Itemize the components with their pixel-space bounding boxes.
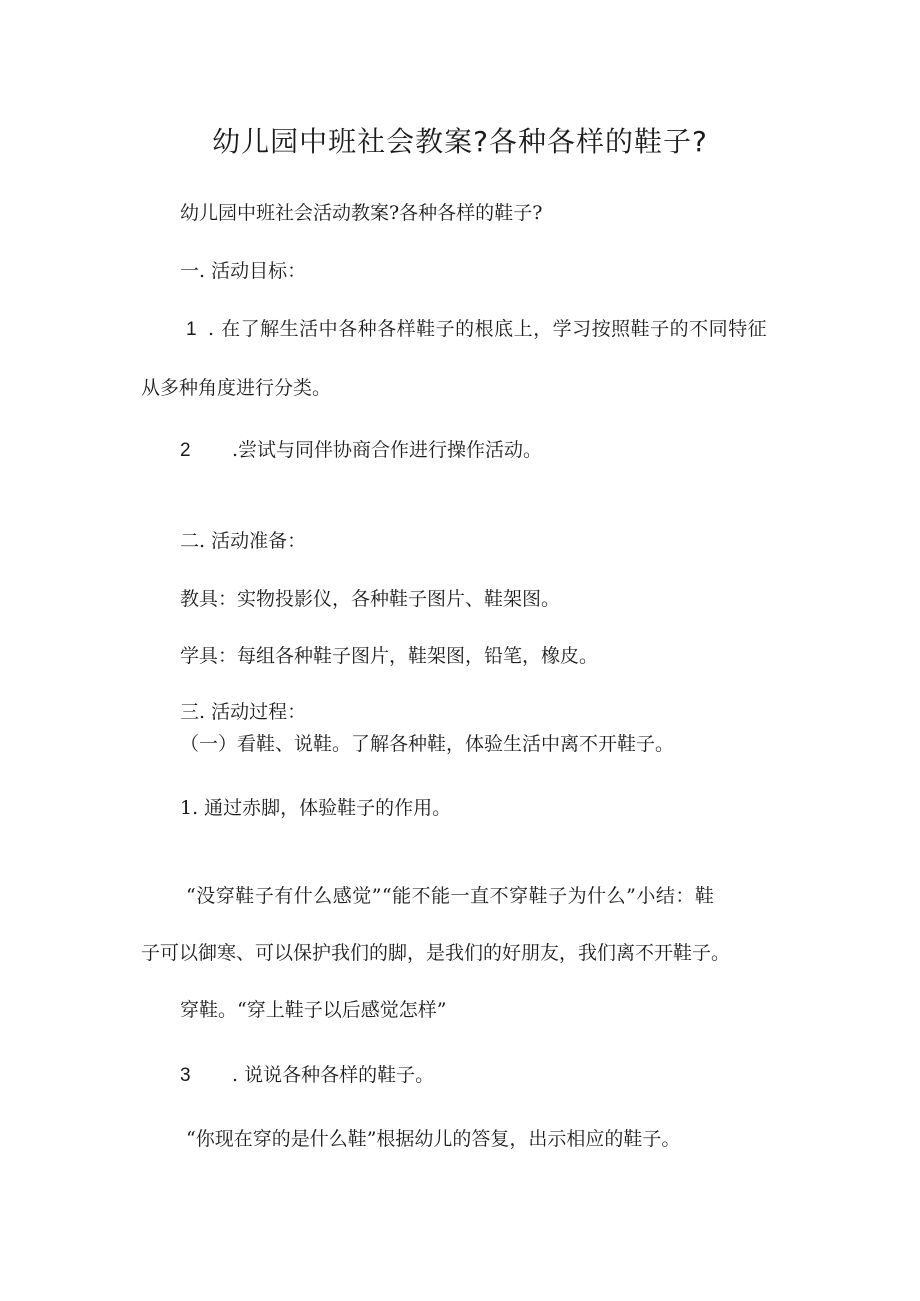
teacher-tools: 教具：实物投影仪，各种鞋子图片、鞋架图。 — [180, 588, 561, 610]
quote-paragraph-1-continued: 子可以御寒、可以保护我们的脚，是我们的好朋友，我们离不开鞋子。 — [141, 942, 731, 964]
section-heading-process: 三. 活动过程： — [180, 701, 307, 723]
goal-number-1: 1 — [186, 319, 198, 340]
process-step-3 — [180, 1063, 434, 1088]
goal-number-2: 2 — [180, 440, 191, 461]
quote-paragraph-2: “你现在穿的是什么鞋”根据幼儿的答复，出示相应的鞋子。 — [186, 1128, 681, 1150]
student-tools: 学具：每组各种鞋子图片，鞋架图，铅笔，橡皮。 — [180, 645, 599, 667]
goal-text-1: . 在了解生活中各种各样鞋子的根底上，学习按照鞋子的不同特征 — [208, 318, 768, 340]
goal-text-2: .尝试与同伴协商合作进行操作活动。 — [232, 439, 543, 461]
process-step-1: 1. 通过赤脚，体验鞋子的作用。 — [180, 797, 452, 819]
step-number-3: 3 — [180, 1065, 191, 1086]
wear-shoes-line: 穿鞋。“穿上鞋子以后感觉怎样” — [180, 999, 447, 1021]
quote-paragraph-1: “没穿鞋子有什么感觉”“能不能一直不穿鞋子为什么”小结：鞋 — [186, 885, 715, 907]
goal-item-2 — [180, 438, 542, 463]
section-heading-preparation: 二. 活动准备： — [180, 530, 307, 552]
section-heading-goals: 一. 活动目标： — [180, 260, 307, 282]
process-part-1: （一）看鞋、说鞋。了解各种鞋，体验生活中离不开鞋子。 — [180, 733, 675, 755]
page-title: 幼儿园中班社会教案?各种各样的鞋子? — [212, 125, 708, 158]
goal-item-1-continued: 从多种角度进行分类。 — [141, 377, 332, 399]
step-text-3: . 说说各种各样的鞋子。 — [232, 1064, 435, 1086]
goal-item-1 — [186, 317, 767, 342]
subtitle: 幼儿园中班社会活动教案?各种各样的鞋子? — [180, 202, 543, 224]
